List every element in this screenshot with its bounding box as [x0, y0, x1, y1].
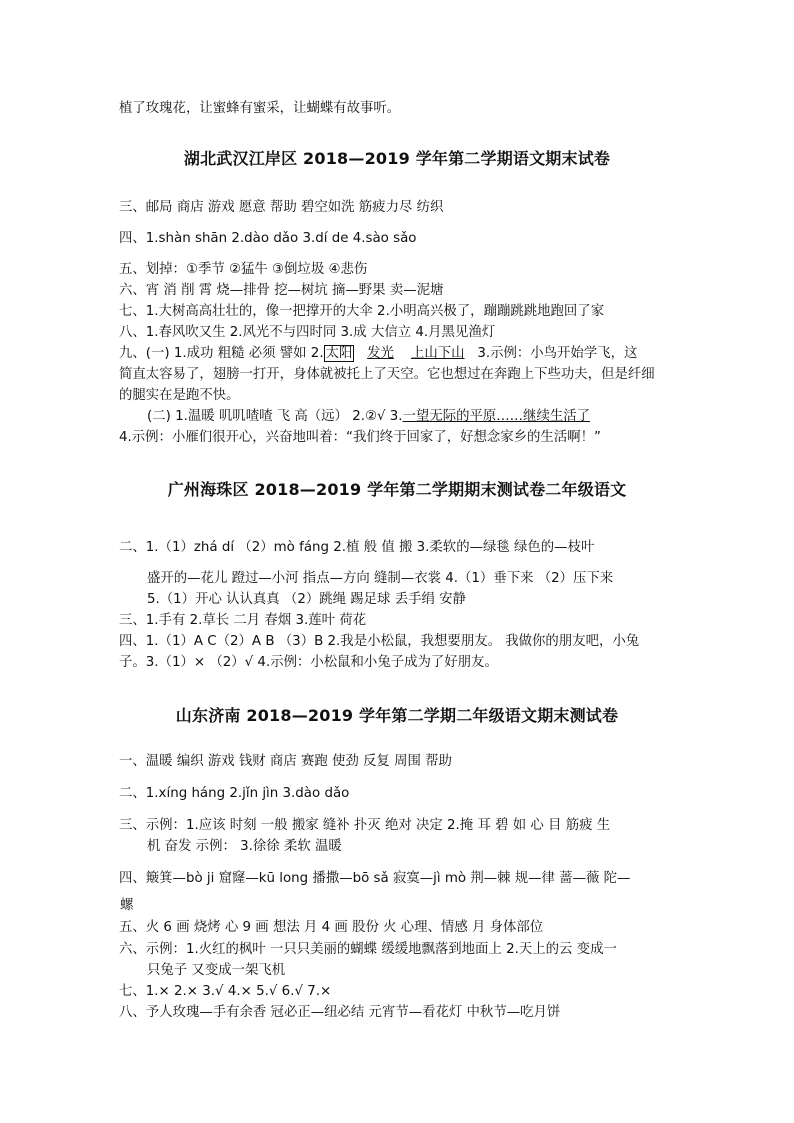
answer-line: 三、示例：1.应该 时刻 一般 搬家 缝补 扑灭 绝对 决定 2.掩 耳 碧 如 心 目 筋疲 生 [119, 818, 611, 833]
section-title-guangzhou: 广州海珠区 2018—2019 学年第二学期期末测试卷二年级语文 [167, 480, 627, 499]
underlined-answer: 发光 [367, 346, 394, 361]
answer-line: 四、簸箕—bò ji 窟窿—kū long 播撒—bō sǎ 寂寞—jì mò 荆—棘 规—律 蔷—薇 陀— [119, 871, 631, 886]
answer-line: 只兔子 又变成一架飞机 [147, 963, 286, 978]
underlined-answer: 一望无际的平原……继续生活了 [402, 409, 591, 424]
boxed-answer: 太阳 [325, 346, 353, 361]
answer-line: 五、划掉：①季节 ②猛牛 ③倒垃圾 ④悲伤 [119, 262, 368, 277]
continued-answer-line: 植了玫瑰花，让蜜蜂有蜜采，让蝴蝶有故事听。 [119, 101, 401, 116]
answer-line: 盛开的—花儿 蹬过—小河 指点—方向 缝制—衣裳 4.（1）垂下来 （2）压下来 [147, 571, 614, 586]
answer-line: 二、1.xíng háng 2.jǐn jìn 3.dào dǎo [119, 786, 350, 801]
answer-line: 二、1.（1）zhá dí （2）mò fáng 2.植 般 值 搬 3.柔软的—绿毯 绿色的—枝叶 [119, 540, 595, 555]
answer-line: 五、火 6 画 烧烤 心 9 画 想法 月 4 画 股份 火 心理、情感 月 身体部位 [119, 920, 544, 935]
answer-line: 4.示例：小雁们很开心，兴奋地叫着：“我们终于回家了，好想念家乡的生活啊！” [119, 430, 601, 445]
answer-text: 九、(一) 1.成功 粗糙 必须 譬如 2. [119, 346, 324, 361]
answer-line: 子。3.（1）× （2）√ 4.示例：小松鼠和小兔子成为了好朋友。 [119, 655, 498, 670]
section-title-jinan: 山东济南 2018—2019 学年第二学期二年级语文期末测试卷 [175, 706, 619, 725]
answer-line: 八、1.春风吹又生 2.风光不与四时同 3.成 大信立 4.月黑见渔灯 [119, 325, 496, 340]
answer-line: 六、示例：1.火红的枫叶 一只只美丽的蝴蝶 缓缓地飘落到地面上 2.天上的云 变成一 [119, 942, 617, 957]
answer-line: 四、1.shàn shān 2.dào dǎo 3.dí de 4.sào sǎo [119, 231, 417, 246]
answer-line: 四、1.（1）A C（2）A B （3）B 2.我是小松鼠，我想要朋友。 我做你的朋友吧，小兔 [119, 634, 640, 649]
answer-line: 一、温暖 编织 游戏 钱财 商店 赛跑 使劲 反复 周围 帮助 [119, 754, 452, 769]
answer-line: 七、1.× 2.× 3.√ 4.× 5.√ 6.√ 7.× [119, 984, 332, 999]
answer-line: 八、予人玫瑰—手有余香 冠必正—纽必结 元宵节—看花灯 中秋节—吃月饼 [119, 1005, 561, 1020]
answer-line: 的腿实在是跑不快。 [119, 388, 240, 403]
answer-line: 简直太容易了，翅膀一打开，身体就被托上了天空。它也想过在奔跑上下些功夫，但是纤细 [119, 367, 655, 382]
answer-line: 机 奋发 示例： 3.徐徐 柔软 温暖 [147, 839, 342, 854]
answer-line: 三、1.手有 2.草长 二月 春烟 3.莲叶 荷花 [119, 613, 367, 628]
answer-line: 六、宵 消 削 霄 烧—排骨 挖—树坑 摘—野果 卖—泥塘 [119, 283, 444, 298]
answer-line: 5.（1）开心 认认真真 （2）跳绳 踢足球 丢手绢 安静 [147, 592, 466, 607]
answer-line: 三、邮局 商店 游戏 愿意 帮助 碧空如洗 筋疲力尽 纺织 [119, 200, 444, 215]
answer-line-9 [119, 345, 637, 363]
answer-line-part2 [147, 408, 590, 426]
answer-line: 七、1.大树高高壮壮的，像一把撑开的大伞 2.小明高兴极了，蹦蹦跳跳地跑回了家 [119, 304, 605, 319]
underlined-answer: 上山下山 [410, 346, 465, 361]
answer-text: (二) 1.温暖 叽叽喳喳 飞 高（远） 2.②√ 3. [147, 409, 403, 424]
answer-text: 3.示例：小鸟开始学飞，这 [477, 346, 638, 361]
section-title-wuhan: 湖北武汉江岸区 2018—2019 学年第二学期语文期末试卷 [183, 149, 611, 168]
answer-line: 螺 [120, 898, 134, 913]
